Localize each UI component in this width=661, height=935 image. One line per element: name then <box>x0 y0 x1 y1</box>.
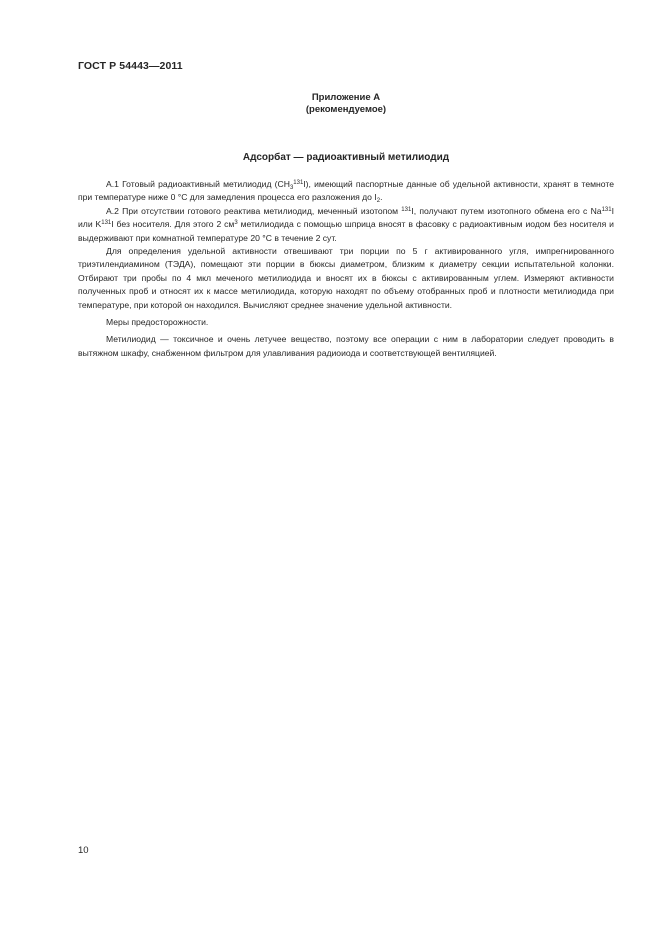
text-run: I), имеющий паспортные данные об удельной активности, хранят в темноте при температуре ниже 0 °С для замедления процесса его разложения до I <box>78 179 614 203</box>
superscript: 131 <box>401 206 412 213</box>
text-run: метилиодида с помощью шприца вносят в фасовку с радиоактивным иодом без носителя и выдерживают при комнатной температуре 20 °С в течение 2 сут. <box>78 219 614 243</box>
superscript: 131 <box>601 206 612 213</box>
text-run: I или K <box>78 205 614 230</box>
paragraph-a1 <box>78 178 614 205</box>
text-run: I без носителя. Для этого 2 см <box>111 219 235 230</box>
paragraph-a2 <box>78 205 614 245</box>
superscript: 3 <box>234 220 238 227</box>
text-run: А.1 Готовый радиоактивный метилиодид (CH <box>106 179 290 189</box>
text-run: . <box>380 192 383 203</box>
document-body <box>78 178 614 360</box>
appendix-label: Приложение А <box>311 92 381 103</box>
appendix-status: (рекомендуемое) <box>305 104 387 115</box>
document-code: ГОСТ Р 54443—2011 <box>78 60 183 72</box>
appendix-heading <box>0 92 661 116</box>
paragraph-specific-activity: Для определения удельной активности отвешивают три порции по 5 г активированного угля, импрегнированного триэтилендиамином (ТЭДА), помещают эти порции в бюксы диаметром, близким к диаметру секции испытательной колонки. Отбирают три пробы по 4 мкл меченого метилиодида и вносят их в бюксы с активированным углем. Измеряют активности полученных проб и относят их к массе метилиодида, которую находят по объему отобранных проб и плотности метилиодида при температуре, при которой он находился. Вычисляют среднее значение удельной активности. <box>78 246 614 310</box>
paragraph-precautions: Метилиодид — токсичное и очень летучее вещество, поэтому все операции с ним в лаборатории следует проводить в вытяжном шкафу, снабженном фильтром для улавливания радиоиода и соответствующей вентиляцией. <box>78 334 614 358</box>
subscript: 2 <box>376 198 381 205</box>
superscript: 131 <box>101 220 112 227</box>
section-title: Адсорбат — радиоактивный метилиодид <box>242 152 450 163</box>
subscript: 3 <box>289 185 294 191</box>
paragraph-precautions-heading: Меры предосторожности. <box>106 317 209 328</box>
page-number: 10 <box>78 845 89 856</box>
text-run: А.2 При отсутствии готового реактива метилиодид, меченный изотопом <box>106 205 402 216</box>
superscript: 131 <box>293 180 304 186</box>
text-run: I, получают путем изотопного обмена его с Na <box>411 205 602 216</box>
